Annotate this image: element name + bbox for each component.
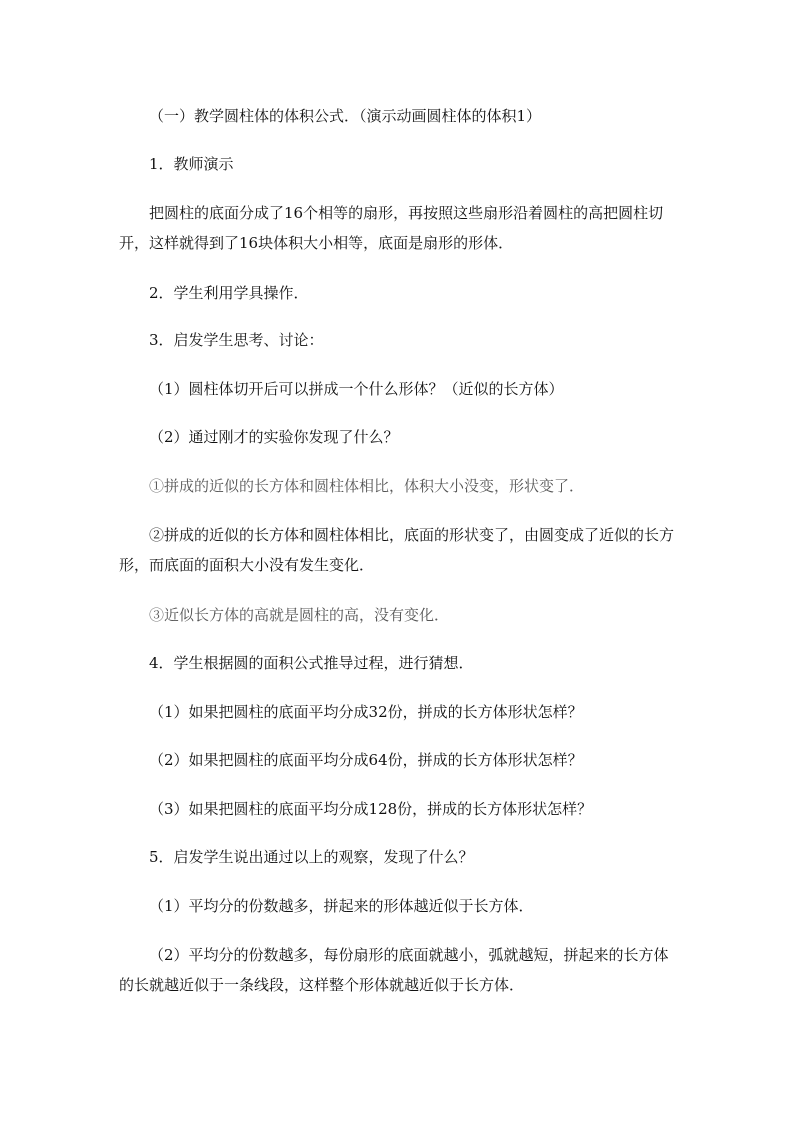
section-heading: （一）教学圆柱体的体积公式．（演示动画圆柱体的体积1） bbox=[149, 107, 542, 125]
step-3-heading: 3．启发学生思考、讨论： bbox=[149, 331, 324, 349]
finding-1: ①拼成的近似的长方体和圆柱体相比，体积大小没变，形状变了． bbox=[149, 477, 585, 495]
question-2: （2）通过刚才的实验你发现了什么？ bbox=[149, 428, 399, 446]
guess-128: （3）如果把圆柱的底面平均分成128份，拼成的长方体形状怎样？ bbox=[149, 800, 593, 818]
paragraph-demo-description: 把圆柱的底面分成了16个相等的扇形，再按照这些扇形沿着圆柱的高把圆柱切开，这样就得到了16块体积大小相等，底面是扇形的形体． bbox=[119, 204, 664, 252]
step-5-heading: 5．启发学生说出通过以上的观察，发现了什么？ bbox=[149, 848, 474, 866]
finding-2: ②拼成的近似的长方体和圆柱体相比，底面的形状变了，由圆变成了近似的长方形，而底面的面积大小没有发生变化． bbox=[119, 526, 675, 574]
conclusion-2: （2）平均分的份数越多，每份扇形的底面就越小，弧就越短，拼起来的长方体的长就越近似于一条线段，这样整个形体就越近似于长方体． bbox=[119, 946, 669, 994]
step-2-heading: 2．学生利用学具操作． bbox=[149, 284, 309, 302]
guess-64: （2）如果把圆柱的底面平均分成64份，拼成的长方体形状怎样？ bbox=[149, 751, 583, 769]
question-1: （1）圆柱体切开后可以拼成一个什么形体？（近似的长方体） bbox=[149, 380, 564, 398]
conclusion-1: （1）平均分的份数越多，拼起来的形体越近似于长方体． bbox=[149, 897, 534, 915]
step-4-heading: 4．学生根据圆的面积公式推导过程，进行猜想． bbox=[149, 654, 474, 672]
guess-32: （1）如果把圆柱的底面平均分成32份，拼成的长方体形状怎样？ bbox=[149, 703, 583, 721]
step-1-heading: 1．教师演示 bbox=[149, 155, 234, 173]
finding-3: ③近似长方体的高就是圆柱的高，没有变化． bbox=[149, 606, 450, 624]
